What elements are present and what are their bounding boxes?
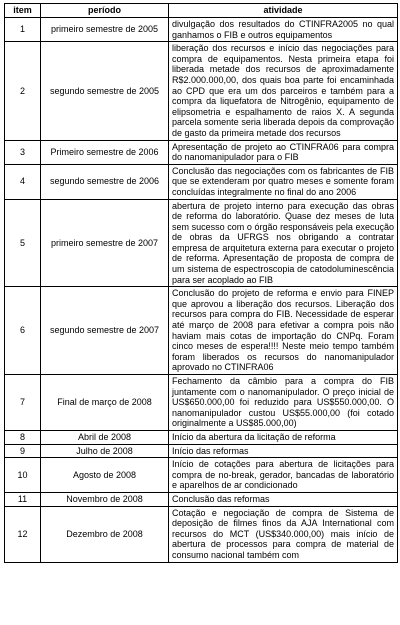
cell-periodo: primeiro semestre de 2005: [41, 18, 169, 42]
cell-periodo: Julho de 2008: [41, 444, 169, 458]
header-periodo: período: [41, 4, 169, 18]
cell-atividade: Conclusão das reformas: [169, 492, 398, 506]
cell-atividade: Conclusão das negociações com os fabricantes de FIB que se extenderam por quatro meses e somente foram concluídas integralmente no final do ano 2006: [169, 164, 398, 199]
cell-item: 4: [5, 164, 41, 199]
cell-item: 11: [5, 492, 41, 506]
header-item: item: [5, 4, 41, 18]
table-row: [5, 199, 398, 287]
table-row: [5, 42, 398, 140]
cell-periodo: segundo semestre de 2005: [41, 42, 169, 140]
cell-item: 2: [5, 42, 41, 140]
cell-atividade: Cotação e negociação de compra de Sistema de deposição de filmes finos da AJA International com recursos do MCT (US$340.000,00) mais início de abertura de processos para compra de material de consumo nacional também com: [169, 506, 398, 562]
cell-item: 3: [5, 140, 41, 164]
cell-item: 1: [5, 18, 41, 42]
cell-periodo: Abril de 2008: [41, 430, 169, 444]
cell-atividade: liberação dos recursos e início das negociações para compra de equipamentos. Nesta primeira etapa foi liberada metade dos recursos de aproximadamente R$2.000.000,00, dos quais boa parte foi encaminhada ao CPD que era um dos parceiros e também para a compra da liquefatora de Nitrogênio, equipamento de elipsometria e espalhamento de raios X. A segunda parcela somente seria liberada depois da comprovação de gasto da primeira metade dos recursos: [169, 42, 398, 140]
cell-item: 10: [5, 458, 41, 493]
timeline-table: [4, 3, 398, 563]
cell-atividade: Conclusão do projeto de reforma e envio para FINEP que aprovou a liberação dos recursos. Liberação dos recursos para compra do FIB. Necessidade de esperar até março de 2008 para efetivar a compra pois não haviam mais cotas de importação do CNPq. Foram cinco meses de espera!!!! Neste meio tempo também foram liberados os recursos do nanomanipulador aprovado no CTINFRA06: [169, 287, 398, 375]
cell-item: 5: [5, 199, 41, 287]
header-atividade: atividade: [169, 4, 398, 18]
table-row: [5, 444, 398, 458]
cell-atividade: abertura de projeto interno para execução das obras de reforma do laboratório. Quase dez meses de luta sem sucesso com o órgão responsáveis pela execução de obras da UFRGS nos obrigando a contratar empresa de arquitetura externa para executar o projeto de reforma. Apresentação de proposta de compra de um sistema de espectroscopia de catodoluminescência para ser acoplado ao FIB: [169, 199, 398, 287]
table-row: [5, 492, 398, 506]
cell-periodo: segundo semestre de 2006: [41, 164, 169, 199]
cell-item: 9: [5, 444, 41, 458]
cell-item: 6: [5, 287, 41, 375]
table-header-row: [5, 4, 398, 18]
cell-atividade: Apresentação de projeto ao CTINFRA06 para compra do nanomanipulador para o FIB: [169, 140, 398, 164]
cell-periodo: Novembro de 2008: [41, 492, 169, 506]
table-row: [5, 140, 398, 164]
cell-atividade: Início da abertura da licitação de reforma: [169, 430, 398, 444]
table-body: [5, 18, 398, 563]
cell-periodo: primeiro semestre de 2007: [41, 199, 169, 287]
cell-atividade: divulgação dos resultados do CTINFRA2005 no qual ganhamos o FIB e outros equipamentos: [169, 18, 398, 42]
table-row: [5, 430, 398, 444]
cell-atividade: Fechamento da câmbio para a compra do FIB juntamente com o nanomanipulador. O preço inicial de US$650.000,00 foi reduzido para US$550.000,00. O nanomanipulador custou US$55.000,00 (foi cotado originalmente a US$85.000,00): [169, 375, 398, 431]
cell-periodo: Final de março de 2008: [41, 375, 169, 431]
cell-item: 12: [5, 506, 41, 562]
table-row: [5, 506, 398, 562]
table-row: [5, 18, 398, 42]
document-table-container: [4, 3, 397, 563]
cell-item: 7: [5, 375, 41, 431]
cell-periodo: Primeiro semestre de 2006: [41, 140, 169, 164]
cell-periodo: Agosto de 2008: [41, 458, 169, 493]
cell-atividade: Início das reformas: [169, 444, 398, 458]
cell-periodo: segundo semestre de 2007: [41, 287, 169, 375]
cell-periodo: Dezembro de 2008: [41, 506, 169, 562]
table-row: [5, 458, 398, 493]
table-row: [5, 164, 398, 199]
table-row: [5, 287, 398, 375]
table-row: [5, 375, 398, 431]
cell-item: 8: [5, 430, 41, 444]
cell-atividade: Início de cotações para abertura de licitações para compra de no-break, gerador, bancadas de laboratório e aparelhos de ar condicionado: [169, 458, 398, 493]
